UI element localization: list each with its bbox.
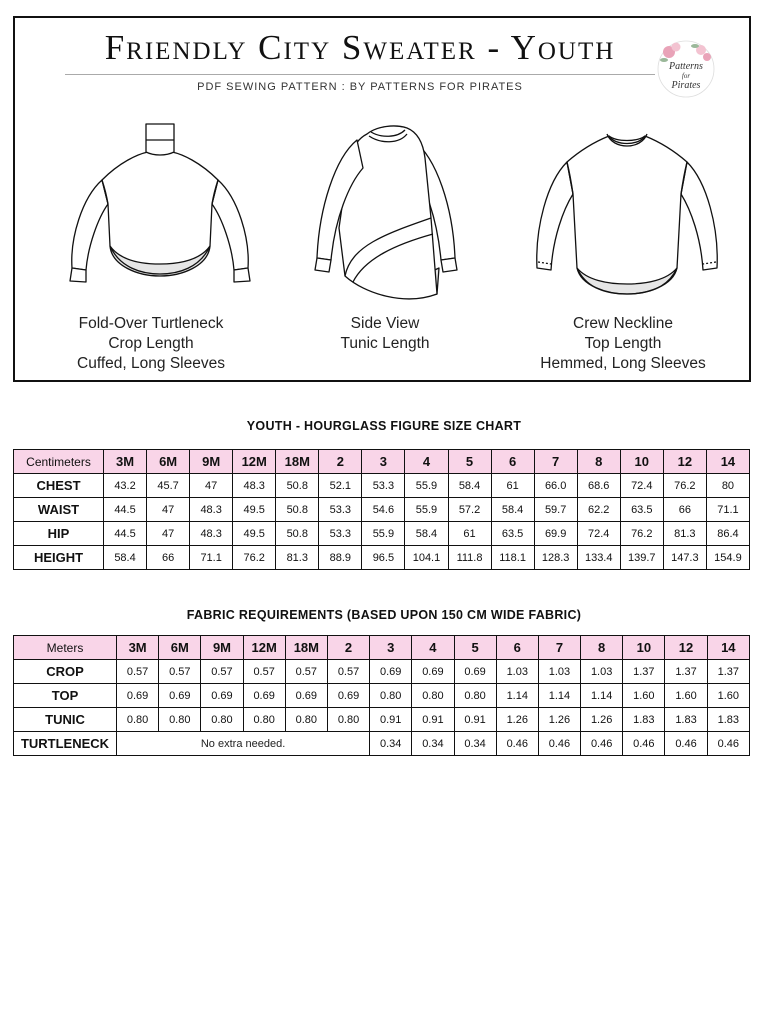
table-cell: 76.2	[663, 474, 706, 498]
table-cell: 0.46	[665, 732, 707, 756]
table-cell: 44.5	[104, 498, 147, 522]
svg-text:Pirates: Pirates	[671, 80, 701, 91]
table-cell: 58.4	[491, 498, 534, 522]
table-cell: 0.57	[243, 660, 285, 684]
table-row	[14, 732, 750, 756]
crew-neck-sweater-sketch	[527, 118, 727, 298]
size-header: 9M	[201, 636, 243, 660]
table-cell: 48.3	[233, 474, 276, 498]
table-cell: 0.69	[159, 684, 201, 708]
size-header: 7	[534, 450, 577, 474]
table-cell: 0.91	[454, 708, 496, 732]
table-cell: 1.03	[538, 660, 580, 684]
row-label: HIP	[14, 522, 104, 546]
size-header: 3	[370, 636, 412, 660]
table-cell: 0.69	[412, 660, 454, 684]
size-header: 5	[454, 636, 496, 660]
table-cell: 0.69	[327, 684, 369, 708]
table-cell: 71.1	[706, 498, 749, 522]
table-cell: 63.5	[491, 522, 534, 546]
table-cell: 0.80	[201, 708, 243, 732]
size-header: 18M	[276, 450, 319, 474]
table-cell: 53.3	[319, 498, 362, 522]
table-cell: 111.8	[448, 546, 491, 570]
table-cell: 76.2	[620, 522, 663, 546]
table-cell: 1.26	[581, 708, 623, 732]
size-header: 12M	[233, 450, 276, 474]
table-cell: 0.80	[327, 708, 369, 732]
size-header: 6M	[147, 450, 190, 474]
table-row	[14, 474, 750, 498]
unit-label: Meters	[14, 636, 117, 660]
size-header: 3M	[104, 450, 147, 474]
caption-crew-neck	[503, 314, 743, 374]
table-cell: 88.9	[319, 546, 362, 570]
caption-line: Cuffed, Long Sleeves	[77, 355, 225, 372]
size-header: 7	[538, 636, 580, 660]
size-header: 6M	[159, 636, 201, 660]
table-cell: 66.0	[534, 474, 577, 498]
table-cell: 49.5	[233, 522, 276, 546]
table-cell: 63.5	[620, 498, 663, 522]
row-label: TOP	[14, 684, 117, 708]
table-cell: 1.37	[665, 660, 707, 684]
table-cell: 1.60	[665, 684, 707, 708]
title-rule	[65, 74, 655, 75]
fabric-header-row	[14, 636, 750, 660]
caption-line: Tunic Length	[340, 335, 430, 352]
row-label: CROP	[14, 660, 117, 684]
fabric-requirements-table	[13, 635, 750, 756]
page-subtitle: PDF SEWING PATTERN : BY PATTERNS FOR PIRATES	[197, 81, 523, 93]
size-header: 12M	[243, 636, 285, 660]
table-cell: 69.9	[534, 522, 577, 546]
size-chart-title: YOUTH - HOURGLASS FIGURE SIZE CHART	[246, 419, 522, 433]
table-cell: 1.14	[581, 684, 623, 708]
table-cell: 0.34	[370, 732, 412, 756]
table-row	[14, 708, 750, 732]
size-header: 10	[620, 450, 663, 474]
size-header: 12	[665, 636, 707, 660]
table-cell: 57.2	[448, 498, 491, 522]
table-cell: 66	[663, 498, 706, 522]
table-cell: 59.7	[534, 498, 577, 522]
table-cell: 1.03	[581, 660, 623, 684]
size-header: 3M	[117, 636, 159, 660]
side-view-sweater-sketch	[305, 118, 475, 313]
table-cell: 47	[147, 498, 190, 522]
size-header: 6	[496, 636, 538, 660]
table-cell: 104.1	[405, 546, 448, 570]
table-cell: 1.14	[496, 684, 538, 708]
size-header: 4	[412, 636, 454, 660]
table-cell: 0.80	[412, 684, 454, 708]
table-cell: 0.69	[117, 684, 159, 708]
table-cell: 1.83	[665, 708, 707, 732]
table-cell: 96.5	[362, 546, 405, 570]
size-header: 14	[706, 450, 749, 474]
row-label: TURTLENECK	[14, 732, 117, 756]
table-cell: 72.4	[577, 522, 620, 546]
table-cell: 0.46	[581, 732, 623, 756]
table-cell: 66	[147, 546, 190, 570]
size-chart-header-row	[14, 450, 750, 474]
size-header: 18M	[285, 636, 327, 660]
table-cell: 1.03	[496, 660, 538, 684]
table-cell: 133.4	[577, 546, 620, 570]
table-cell: 0.57	[201, 660, 243, 684]
caption-line: Crop Length	[108, 335, 194, 352]
table-cell: 1.26	[496, 708, 538, 732]
table-cell: 0.80	[454, 684, 496, 708]
table-cell: 0.46	[496, 732, 538, 756]
table-cell: 0.69	[285, 684, 327, 708]
table-cell: 47	[147, 522, 190, 546]
row-label: CHEST	[14, 474, 104, 498]
table-cell: 55.9	[405, 474, 448, 498]
caption-line: Crew Neckline	[573, 315, 673, 332]
unit-label: Centimeters	[14, 450, 104, 474]
table-cell: 81.3	[276, 546, 319, 570]
caption-turtleneck	[31, 314, 271, 374]
size-header: 6	[491, 450, 534, 474]
table-row	[14, 522, 750, 546]
table-cell: 44.5	[104, 522, 147, 546]
table-cell: 0.46	[538, 732, 580, 756]
turtleneck-sweater-sketch	[60, 118, 260, 298]
table-cell: 47	[190, 474, 233, 498]
table-cell: 76.2	[233, 546, 276, 570]
table-cell: 45.7	[147, 474, 190, 498]
table-cell: 0.80	[370, 684, 412, 708]
table-cell: 0.80	[117, 708, 159, 732]
no-extra-note: No extra needed.	[117, 732, 370, 756]
table-cell: 86.4	[706, 522, 749, 546]
table-cell: 0.57	[117, 660, 159, 684]
table-cell: 1.26	[538, 708, 580, 732]
header-box	[13, 16, 751, 382]
table-cell: 62.2	[577, 498, 620, 522]
table-cell: 0.69	[243, 684, 285, 708]
table-cell: 81.3	[663, 522, 706, 546]
table-cell: 0.46	[623, 732, 665, 756]
table-cell: 48.3	[190, 498, 233, 522]
table-cell: 0.69	[370, 660, 412, 684]
table-cell: 61	[491, 474, 534, 498]
table-cell: 1.60	[707, 684, 749, 708]
caption-line: Fold-Over Turtleneck	[78, 315, 224, 332]
svg-text:for: for	[681, 72, 691, 80]
table-cell: 1.83	[623, 708, 665, 732]
table-cell: 0.57	[285, 660, 327, 684]
table-cell: 118.1	[491, 546, 534, 570]
table-cell: 50.8	[276, 498, 319, 522]
table-cell: 0.80	[159, 708, 201, 732]
caption-line: Top Length	[584, 335, 662, 352]
table-row	[14, 546, 750, 570]
table-cell: 58.4	[104, 546, 147, 570]
size-header: 8	[577, 450, 620, 474]
table-cell: 0.91	[412, 708, 454, 732]
table-row	[14, 498, 750, 522]
table-cell: 1.14	[538, 684, 580, 708]
table-cell: 0.91	[370, 708, 412, 732]
table-cell: 80	[706, 474, 749, 498]
size-header: 4	[405, 450, 448, 474]
table-cell: 43.2	[104, 474, 147, 498]
table-cell: 53.3	[362, 474, 405, 498]
size-header: 5	[448, 450, 491, 474]
table-cell: 0.57	[327, 660, 369, 684]
size-header: 14	[707, 636, 749, 660]
table-cell: 58.4	[405, 522, 448, 546]
patterns-for-pirates-logo	[655, 38, 717, 100]
caption-side-view	[265, 314, 505, 354]
row-label: TUNIC	[14, 708, 117, 732]
size-header: 2	[319, 450, 362, 474]
table-cell: 0.34	[454, 732, 496, 756]
table-cell: 55.9	[362, 522, 405, 546]
size-header: 10	[623, 636, 665, 660]
table-cell: 71.1	[190, 546, 233, 570]
table-row	[14, 660, 750, 684]
table-cell: 1.37	[707, 660, 749, 684]
table-cell: 0.69	[201, 684, 243, 708]
table-cell: 55.9	[405, 498, 448, 522]
size-header: 3	[362, 450, 405, 474]
size-header: 8	[581, 636, 623, 660]
table-cell: 50.8	[276, 474, 319, 498]
table-cell: 1.37	[623, 660, 665, 684]
svg-text:Patterns: Patterns	[669, 61, 703, 72]
table-cell: 0.80	[243, 708, 285, 732]
table-cell: 52.1	[319, 474, 362, 498]
size-header: 2	[327, 636, 369, 660]
table-cell: 147.3	[663, 546, 706, 570]
table-cell: 0.34	[412, 732, 454, 756]
table-cell: 139.7	[620, 546, 663, 570]
table-cell: 0.80	[285, 708, 327, 732]
table-cell: 0.46	[707, 732, 749, 756]
table-row	[14, 684, 750, 708]
row-label: WAIST	[14, 498, 104, 522]
table-cell: 48.3	[190, 522, 233, 546]
table-cell: 68.6	[577, 474, 620, 498]
page-title: Friendly City Sweater - Youth	[104, 28, 616, 67]
table-cell: 0.57	[159, 660, 201, 684]
table-cell: 61	[448, 522, 491, 546]
table-cell: 49.5	[233, 498, 276, 522]
caption-line: Side View	[350, 315, 420, 332]
table-cell: 50.8	[276, 522, 319, 546]
size-chart-table	[13, 449, 750, 570]
size-header: 9M	[190, 450, 233, 474]
table-cell: 72.4	[620, 474, 663, 498]
size-header: 12	[663, 450, 706, 474]
table-cell: 1.60	[623, 684, 665, 708]
row-label: HEIGHT	[14, 546, 104, 570]
table-cell: 1.83	[707, 708, 749, 732]
table-cell: 0.69	[454, 660, 496, 684]
caption-line: Hemmed, Long Sleeves	[540, 355, 706, 372]
fabric-requirements-title: FABRIC REQUIREMENTS (BASED UPON 150 CM WIDE FABRIC)	[186, 608, 582, 622]
table-cell: 53.3	[319, 522, 362, 546]
table-cell: 128.3	[534, 546, 577, 570]
table-cell: 54.6	[362, 498, 405, 522]
table-cell: 154.9	[706, 546, 749, 570]
table-cell: 58.4	[448, 474, 491, 498]
